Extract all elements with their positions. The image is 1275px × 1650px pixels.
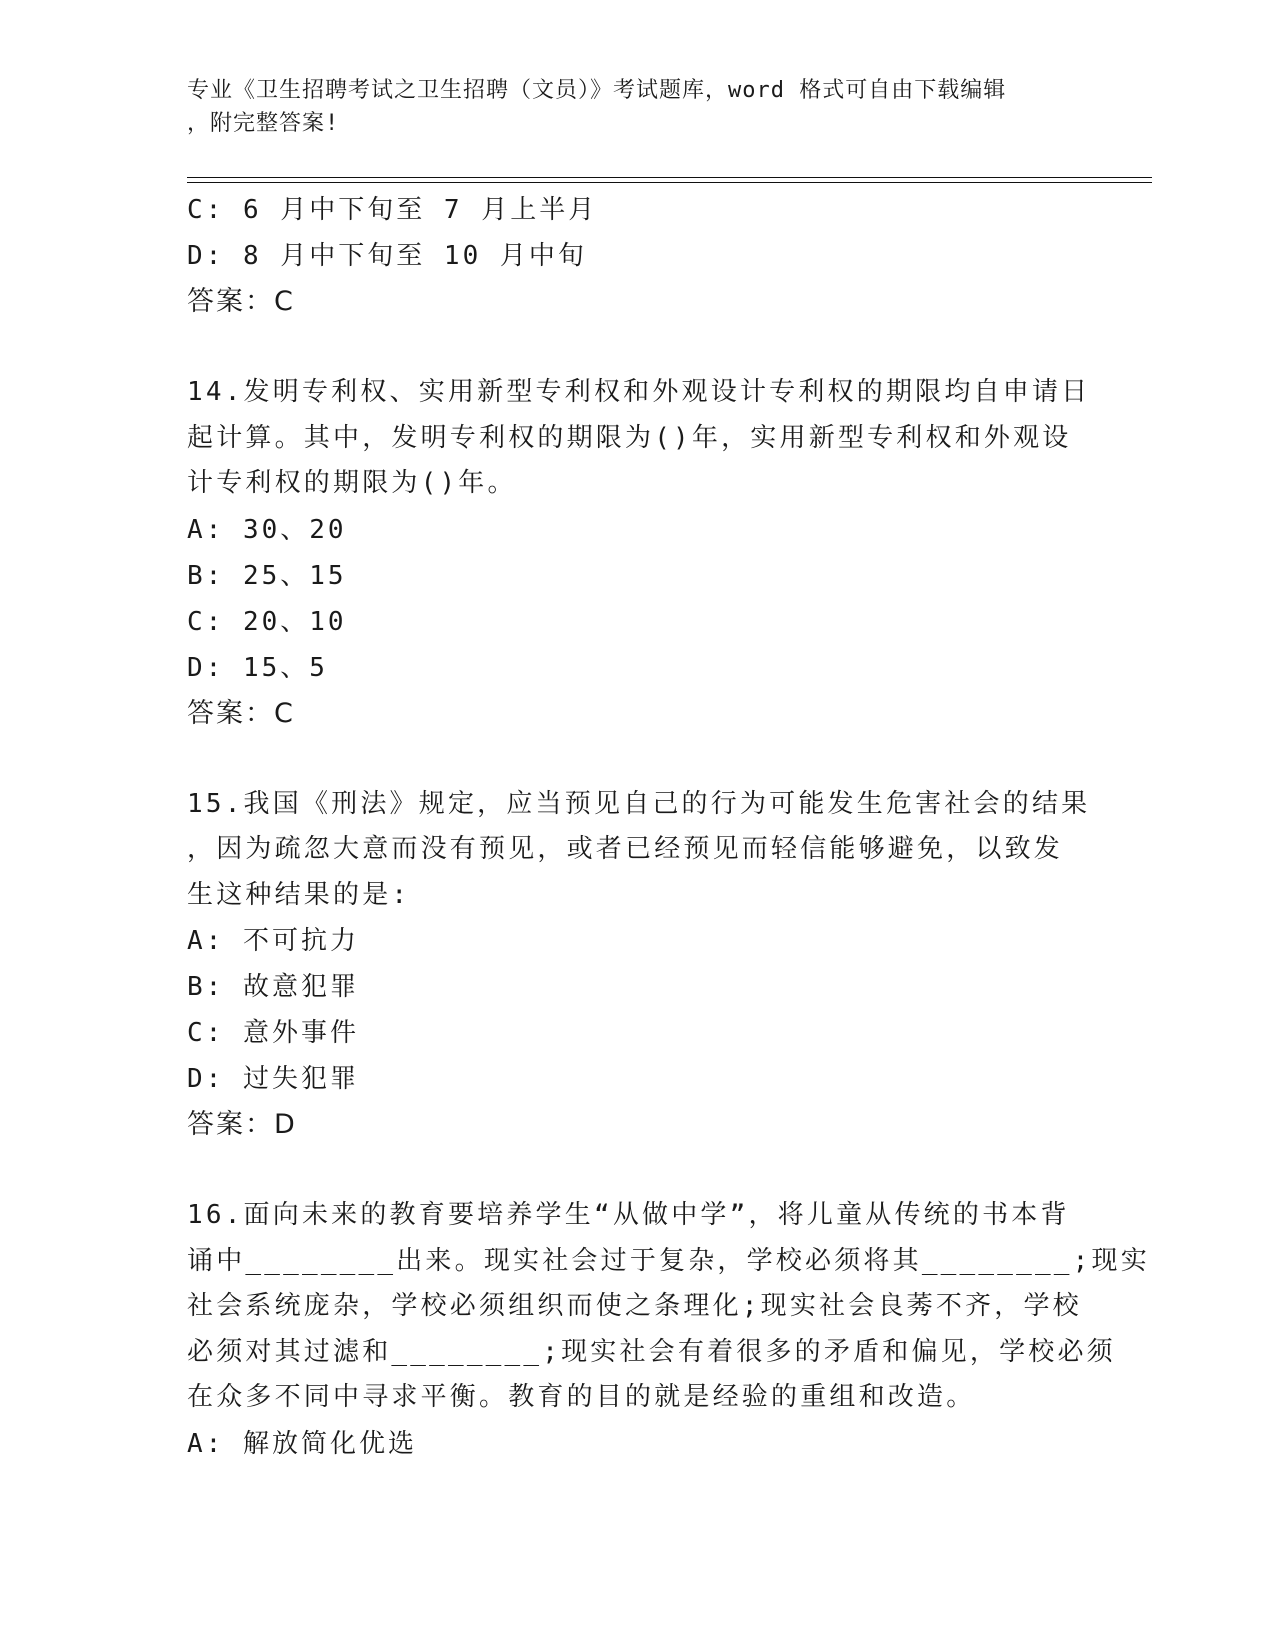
question-stem: [187, 370, 1091, 507]
option-c: C: 意外事件: [187, 1018, 359, 1048]
answer: 答案：C: [187, 697, 295, 729]
option-a: A: 不可抗力: [187, 926, 359, 956]
question-stem: [187, 1193, 1150, 1421]
question-stem: [187, 782, 1091, 919]
answer: 答案：C: [187, 286, 295, 317]
option-c: C: 20、10: [187, 606, 347, 637]
option-a: A: 解放简化优选: [187, 1428, 417, 1459]
stem-line: 在众多不同中寻求平衡。教育的目的就是经验的重组和改造。: [187, 1382, 976, 1412]
stem-line: 起计算。其中，发明专利权的期限为()年，实用新型专利权和外观设: [187, 422, 1072, 453]
answer: 答案：D: [187, 1109, 297, 1140]
stem-line: ，因为疏忽大意而没有预见，或者已经预见而轻信能够避免，以致发: [187, 834, 1064, 864]
question-15: [187, 782, 1091, 1149]
header-divider-top: [187, 177, 1152, 178]
stem-line: 计专利权的期限为()年。: [187, 468, 517, 498]
document-header: [187, 74, 1067, 140]
header-line-2: ，附完整答案!: [187, 111, 340, 136]
stem-line: 生这种结果的是:: [187, 879, 411, 910]
stem-line: 必须对其过滤和________;现实社会有着很多的矛盾和偏见，学校必须: [187, 1336, 1116, 1367]
option-d: D: 8 月中下旬至 10 月中旬: [187, 241, 587, 271]
header-divider-bottom: [187, 182, 1152, 183]
question-14: [187, 370, 1091, 737]
stem-line: 16.面向未来的教育要培养学生“从做中学”，将儿童从传统的书本背: [187, 1200, 1070, 1230]
stem-line: 14.发明专利权、实用新型专利权和外观设计专利权的期限均自申请日: [187, 377, 1091, 407]
stem-line: 15.我国《刑法》规定，应当预见自己的行为可能发生危害社会的结果: [187, 788, 1091, 819]
option-d: D: 过失犯罪: [187, 1064, 359, 1094]
question-list: [187, 187, 1150, 1467]
header-line-1: 专业《卫生招聘考试之卫生招聘（文员）》考试题库，word 格式可自由下载编辑: [187, 78, 1007, 103]
question-16: [187, 1193, 1150, 1467]
option-b: B: 故意犯罪: [187, 972, 359, 1002]
option-d: D: 15、5: [187, 652, 328, 683]
stem-line: 社会系统庞杂，学校必须组织而使之条理化;现实社会良莠不齐，学校: [187, 1291, 1082, 1321]
question-13: [187, 187, 1087, 325]
option-b: B: 25、15: [187, 560, 347, 591]
stem-line: 诵中________出来。现实社会过于复杂，学校必须将其________;现实: [187, 1245, 1150, 1276]
option-c: C: 6 月中下旬至 7 月上半月: [187, 195, 598, 225]
option-a: A: 30、20: [187, 514, 347, 545]
